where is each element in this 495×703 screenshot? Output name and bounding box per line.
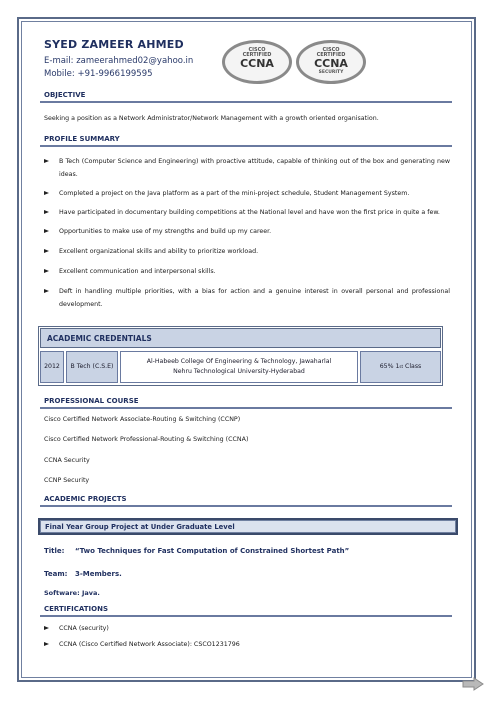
project-team-value: 3-Members. — [75, 570, 122, 578]
list-item: CCNA (security) — [44, 622, 450, 635]
objective-heading: OBJECTIVE — [44, 91, 86, 99]
mobile-number: Mobile: +91-9966199595 — [44, 69, 153, 79]
arrow-bullet-icon — [44, 289, 49, 293]
badge-line4: SECURITY — [318, 70, 344, 75]
list-item: B Tech (Computer Science and Engineering) with proactive attitude, capable of thinking out of the box and generating new ideas. — [44, 155, 450, 181]
badge-line1: CISCO — [248, 47, 266, 53]
candidate-name: SYED ZAMEER AHMED — [44, 38, 184, 51]
arrow-bullet-icon — [44, 249, 49, 253]
section-divider — [40, 615, 452, 617]
badge-line3: CCNA — [240, 57, 274, 70]
certifications-list — [44, 622, 450, 651]
institution-line1: Al-Habeeb College Of Engineering & Technology, Jawaharlal — [146, 358, 332, 365]
academic-projects-heading: ACADEMIC PROJECTS — [44, 495, 127, 503]
email-address: E-mail: zameerahmed02@yahoo.in — [44, 56, 194, 66]
arrow-bullet-icon — [44, 159, 49, 163]
project-bar-label: Final Year Group Project at Under Graduate Level — [40, 520, 456, 533]
course-item: Cisco Certified Network Professional-Routing & Switching (CCNA) — [44, 436, 249, 443]
academic-degree: B Tech (C.S.E) — [66, 351, 118, 383]
arrow-bullet-icon — [44, 626, 49, 630]
badge-line2: CERTIFIED — [242, 52, 272, 58]
project-software: Software: Java. — [44, 589, 100, 597]
arrow-bullet-icon — [44, 642, 49, 646]
ccna-security-logo — [296, 40, 366, 84]
list-item: Excellent organizational skills and ability to prioritize workload. — [44, 245, 450, 258]
section-divider — [40, 407, 452, 409]
section-divider — [40, 101, 452, 103]
section-divider — [40, 505, 452, 507]
arrow-bullet-icon — [44, 191, 49, 195]
badge-line2: CERTIFIED — [316, 52, 346, 58]
academic-institution — [120, 351, 358, 383]
list-item: Have participated in documentary building competitions at the National level and have won the first price in quite a few. — [44, 206, 450, 219]
institution-line2: Nehru Technological University-Hyderabad — [173, 368, 305, 375]
academic-credentials-heading: ACADEMIC CREDENTIALS — [40, 328, 441, 348]
arrow-bullet-icon — [44, 229, 49, 233]
course-item: CCNP Security — [44, 477, 90, 484]
academic-score: 65% 1 st Class — [360, 351, 441, 383]
project-team-label: Team: — [44, 570, 68, 578]
section-divider — [40, 145, 452, 147]
course-item: CCNA Security — [44, 457, 90, 464]
profile-summary-heading: PROFILE SUMMARY — [44, 135, 120, 143]
ccna-certified-logo — [222, 40, 292, 84]
list-item: Opportunities to make use of my strengths and build up my career. — [44, 225, 450, 238]
list-item: Deft in handling multiple priorities, with a bias for action and a genuine interest in overall personal and professional development. — [44, 285, 450, 311]
next-page-arrow-icon[interactable] — [462, 677, 484, 691]
badge-line1: CISCO — [322, 47, 340, 53]
list-item: Excellent communication and interpersonal skills. — [44, 265, 450, 278]
objective-text: Seeking a position as a Network Administrator/Network Management with a growth oriented organisation. — [44, 115, 379, 122]
course-item: Cisco Certified Network Associate-Routing & Switching (CCNP) — [44, 416, 241, 423]
list-item: CCNA (Cisco Certified Network Associate): CSCO1231796 — [44, 638, 450, 651]
certifications-heading: CERTIFICATIONS — [44, 605, 109, 613]
badge-line3: CCNA — [314, 57, 348, 70]
list-item: Completed a project on the Java platform as a part of the mini-project schedule, Student Management System. — [44, 187, 450, 200]
arrow-bullet-icon — [44, 210, 49, 214]
academic-year: 2012 — [40, 351, 64, 383]
professional-course-heading: PROFESSIONAL COURSE — [44, 397, 139, 405]
project-title-value: “Two Techniques for Fast Computation of Constrained Shortest Path” — [75, 547, 350, 555]
profile-summary-list — [44, 155, 450, 311]
project-title-label: Title: — [44, 547, 65, 555]
arrow-bullet-icon — [44, 269, 49, 273]
